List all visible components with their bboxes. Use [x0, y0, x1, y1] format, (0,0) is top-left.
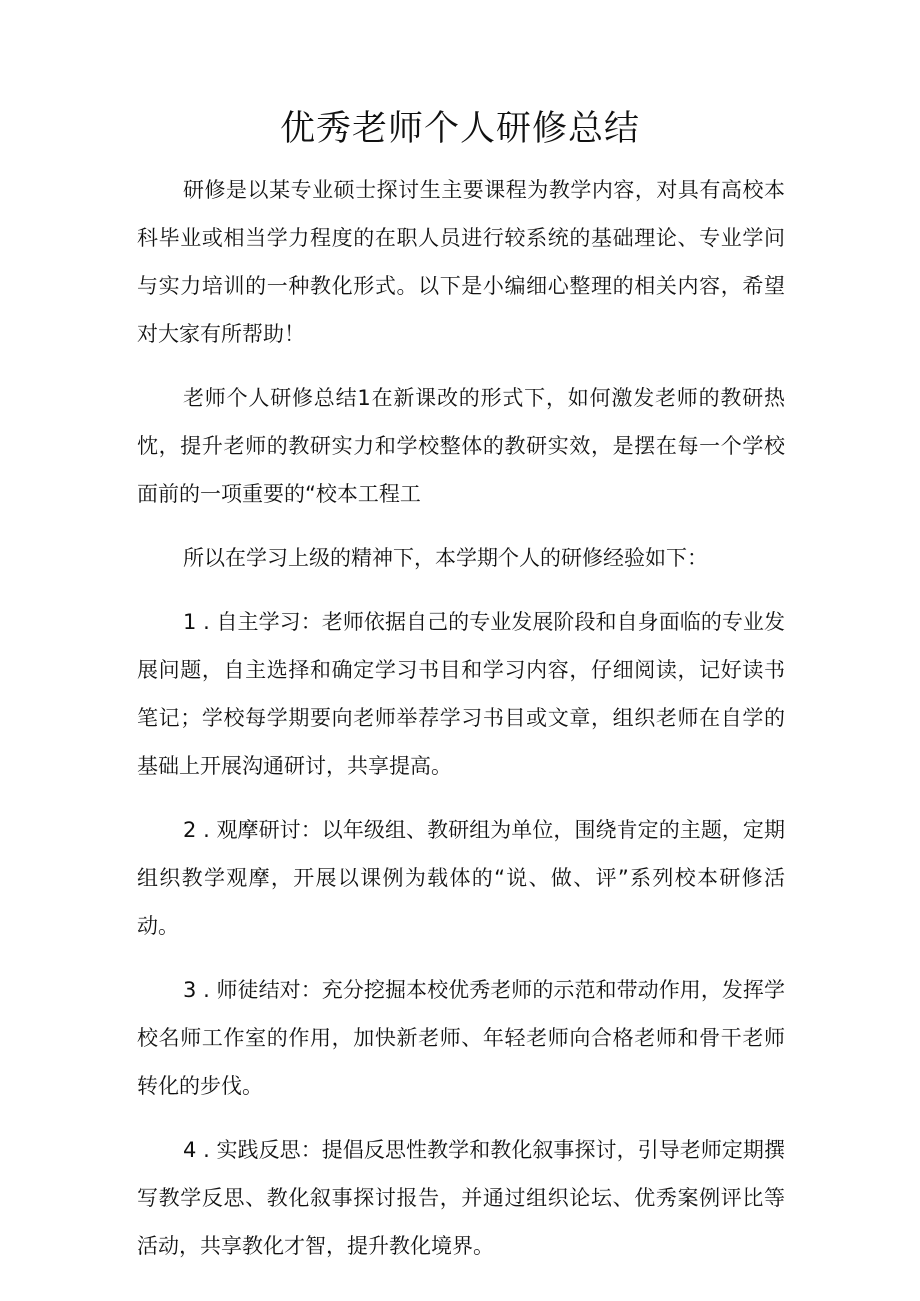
- document-title: 优秀老师个人研修总结: [279, 109, 640, 149]
- document-body: [137, 166, 785, 1286]
- paragraph-item-3: 3 . 师徒结对：充分挖掘本校优秀老师的示范和带动作用，发挥学校名师工作室的作用，加快新老师、年轻老师向合格老师和骨干老师转化的步伐。: [137, 978, 785, 1098]
- paragraph-item-4: 4 . 实践反思：提倡反思性教学和教化叙事探讨，引导老师定期撰写教学反思、教化叙事探讨报告，并通过组织论坛、优秀案例评比等活动，共享教化才智，提升教化境界。: [137, 1138, 785, 1258]
- paragraph-intro: 研修是以某专业硕士探讨生主要课程为教学内容，对具有高校本科毕业或相当学力程度的在职人员进行较系统的基础理论、专业学问与实力培训的一种教化形式。以下是小编细心整理的相关内容，希望对大家有所帮助！: [137, 178, 785, 346]
- paragraph-summary-1: 老师个人研修总结1在新课改的形式下，如何激发老师的教研热忱，提升老师的教研实力和学校整体的教研实效，是摆在每一个学校面前的一项重要的“校本工程工: [137, 386, 785, 506]
- paragraph-item-1: 1 . 自主学习：老师依据自己的专业发展阶段和自身面临的专业发展问题，自主选择和确定学习书目和学习内容，仔细阅读，记好读书笔记；学校每学期要向老师举荐学习书目或文章，组织老师在自学的基础上开展沟通研讨，共享提高。: [137, 610, 785, 778]
- paragraph-experience-lead: 所以在学习上级的精神下，本学期个人的研修经验如下：: [183, 546, 708, 570]
- paragraph-item-2: 2 . 观摩研讨：以年级组、教研组为单位，围绕肯定的主题，定期组织教学观摩，开展以课例为载体的“说、做、评”系列校本研修活动。: [137, 818, 785, 938]
